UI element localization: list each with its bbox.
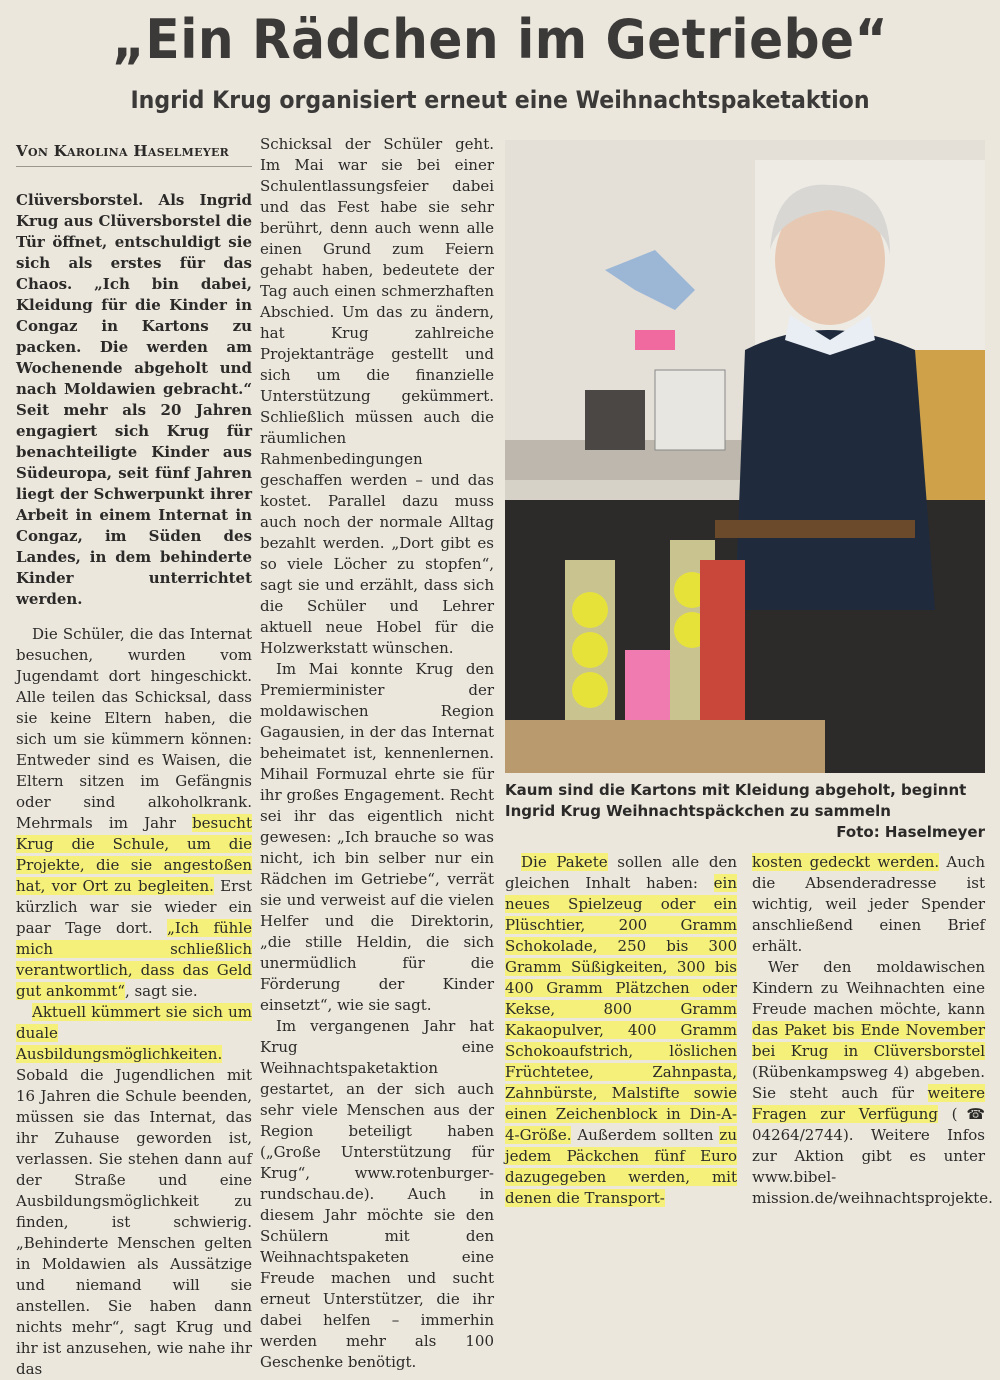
paragraph: Die Schüler, die das Internat besuchen, wurden vom Jugendamt dort hingeschickt. Alle teilen das Schicksal, dass sie keine Eltern haben, die sich um sie kümmern können: Entweder sind es Waisen, die Eltern sitzen im Gefängnis oder sind alkoholkrank. Mehrmals im Jahr besucht Krug die Schule, um die Projekte, die sie angestoßen hat, vor Ort zu begleiten. Erst kürzlich war sie wieder ein paar Tage dort. „Ich fühle mich schließlich verantwortlich, dass das Geld gut ankommt“, sagt sie. xyxy=(16,625,253,1000)
photo-illustration xyxy=(505,140,985,773)
highlighted-text: besucht Krug die Schule, um die Projekte, die sie angestoßen hat, vor Ort zu begleiten. xyxy=(16,814,252,895)
photo-caption xyxy=(505,780,985,843)
paragraph: Wer den moldawischen Kindern zu Weihnachten eine Freude machen möchte, kann das Paket bis Ende November bei Krug in Clüversborstel (Rübenkampsweg 4) abgeben. Sie steht auch für weitere Fragen zur Verfügung (☎ 04264/2744). Weitere Infos zur Aktion gibt es unter www.bibel-mission.de/weihnachtsprojekte. xyxy=(752,958,993,1207)
article-column-4 xyxy=(752,852,993,1209)
highlighted-text: weitere Fragen zur Verfügung xyxy=(752,1084,985,1123)
article-headline: „Ein Rädchen im Getriebe“ xyxy=(111,8,889,71)
paragraph: Schicksal der Schüler geht. Im Mai war sie bei einer Schulentlassungsfeier dabei und das Fest habe sie sehr berührt, denn auch wenn alle einen Grund zum Feiern gehabt haben, bedeutete der Tag auch einen schmerzhaften Abschied. Um das zu ändern, hat Krug zahlreiche Projektanträge gestellt und sich um die finanzielle Unterstützung gekümmert. Schließlich müssen auch die räumlichen Rahmenbedingungen geschaffen werden – und das kostet. Parallel dazu muss auch noch der normale Alltag bezahlt werden. „Dort gibt es so viele Löcher zu stopfen“, sagt sie und erzählt, dass sich die Schüler und Lehrer aktuell neue Hobel für die Holzwerkstatt wünschen. xyxy=(260,135,494,657)
highlighted-text: „Ich fühle mich schließlich verantwortlich, dass das Geld gut ankommt“ xyxy=(16,919,253,1000)
article-column-1 xyxy=(16,190,252,1380)
highlighted-text: das Paket bis Ende November bei Krug in Clüversborstel xyxy=(752,1021,985,1060)
photo-credit: Foto: Haselmeyer xyxy=(836,823,985,841)
highlighted-text: zu jedem Päckchen fünf Euro dazugegeben werden, mit denen die Transport- xyxy=(505,1126,737,1207)
paragraph: Im Mai konnte Krug den Premierminister der moldawischen Region Gagausien, in der das Internat beheimatet ist, kennenlernen. Mihail Formuzal ehrte sie für ihr großes Engagement. Recht sei ihr das eigentlich nicht gewesen: „Ich brauche so was nicht, ich bin selber nur ein Rädchen im Getriebe“, verrät sie und verweist auf die vielen Helfer und die Direktorin, „die stille Heldin, die sich unermüdlich für die Förderung der Kinder einsetzt“, wie sie sagt. xyxy=(260,660,494,1014)
article-column-3 xyxy=(505,852,737,1209)
paragraph: Die Pakete sollen alle den gleichen Inhalt haben: ein neues Spielzeug oder ein Plüschtier, 200 Gramm Schokolade, 250 bis 300 Gramm Süßigkeiten, 300 bis 400 Gramm Plätzchen oder Kekse, 800 Gramm Kakaopulver, 400 Gramm Schokoaufstrich, löslichen Früchtetee, Zahnpasta, Zahnbürste, Malstifte sowie einen Zeichenblock in Din-A-4-Größe. Außerdem sollten zu jedem Päckchen fünf Euro dazugegeben werden, mit denen die Transport- xyxy=(505,853,737,1207)
paragraph: Aktuell kümmert sie sich um duale Ausbildungsmöglichkeiten. Sobald die Jugendlichen mit 16 Jahren die Schule beenden, müssen sie das Internat, das ihr Zuhause geworden ist, verlassen. Sie stehen dann auf der Straße und eine Ausbildungsmöglichkeit zu finden, ist schwierig. „Behinderte Menschen gelten in Moldawien als Aussätzige und niemand will sie anstellen. Sie haben dann nichts mehr“, sagt Krug und ihr ist anzusehen, wie nahe ihr das xyxy=(16,1003,252,1378)
article-subheadline: Ingrid Krug organisiert erneut eine Weihnachtspaketaktion xyxy=(130,86,870,114)
paragraph: Im vergangenen Jahr hat Krug eine Weihnachtspaketaktion gestartet, an der sich auch sehr viele Menschen aus der Region beteiligt haben („Große Unterstützung für Krug“, www.rotenburger-rundschau.de). Auch in diesem Jahr möchte sie den Schülern mit den Weihnachtspaketen eine Freude machen und sucht erneut Unterstützer, die ihr dabei helfen – immerhin werden mehr als 100 Geschenke benötigt. xyxy=(260,1017,494,1371)
highlighted-text: ein neues Spielzeug oder ein Plüschtier, 200 Gramm Schokolade, 250 bis 300 Gramm Süßigkeiten, 300 bis 400 Gramm Plätzchen oder Kekse, 800 Gramm Kakaopulver, 400 Gramm Schokoaufstrich, löslichen Früchtetee, Zahnpasta, Zahnbürste, Malstifte sowie einen Zeichenblock in Din-A-4-Größe. xyxy=(505,874,737,1144)
byline: Von Karolina Haselmeyer xyxy=(16,142,252,167)
paragraph: kosten gedeckt werden. Auch die Absenderadresse ist wichtig, weil jeder Spender anschließend einen Brief erhält. xyxy=(752,853,985,955)
highlighted-text: Aktuell kümmert sie sich um duale Ausbildungsmöglichkeiten. xyxy=(16,1003,252,1063)
highlighted-text: Die Pakete xyxy=(521,853,608,871)
caption-text: Kaum sind die Kartons mit Kleidung abgeholt, beginnt Ingrid Krug Weihnachtspäckchen zu sammeln xyxy=(505,781,967,820)
article-photo xyxy=(505,140,985,773)
lead-paragraph: Clüversborstel. Als Ingrid Krug aus Clüversborstel die Tür öffnet, entschuldigt sie sich als erstes für das Chaos. „Ich bin dabei, Kleidung für die Kinder in Congaz in Kartons zu packen. Die werden am Wochenende abgeholt und nach Moldawien gebracht.“ Seit mehr als 20 Jahren engagiert sich Krug für benachteiligte Kinder aus Südeuropa, seit fünf Jahren liegt der Schwerpunkt ihrer Arbeit in einem Internat in Congaz, im Süden des Landes, in dem behinderte Kinder unterrichtet werden. xyxy=(16,191,252,608)
article-column-2 xyxy=(260,134,494,1373)
highlighted-text: kosten gedeckt werden. xyxy=(752,853,940,871)
